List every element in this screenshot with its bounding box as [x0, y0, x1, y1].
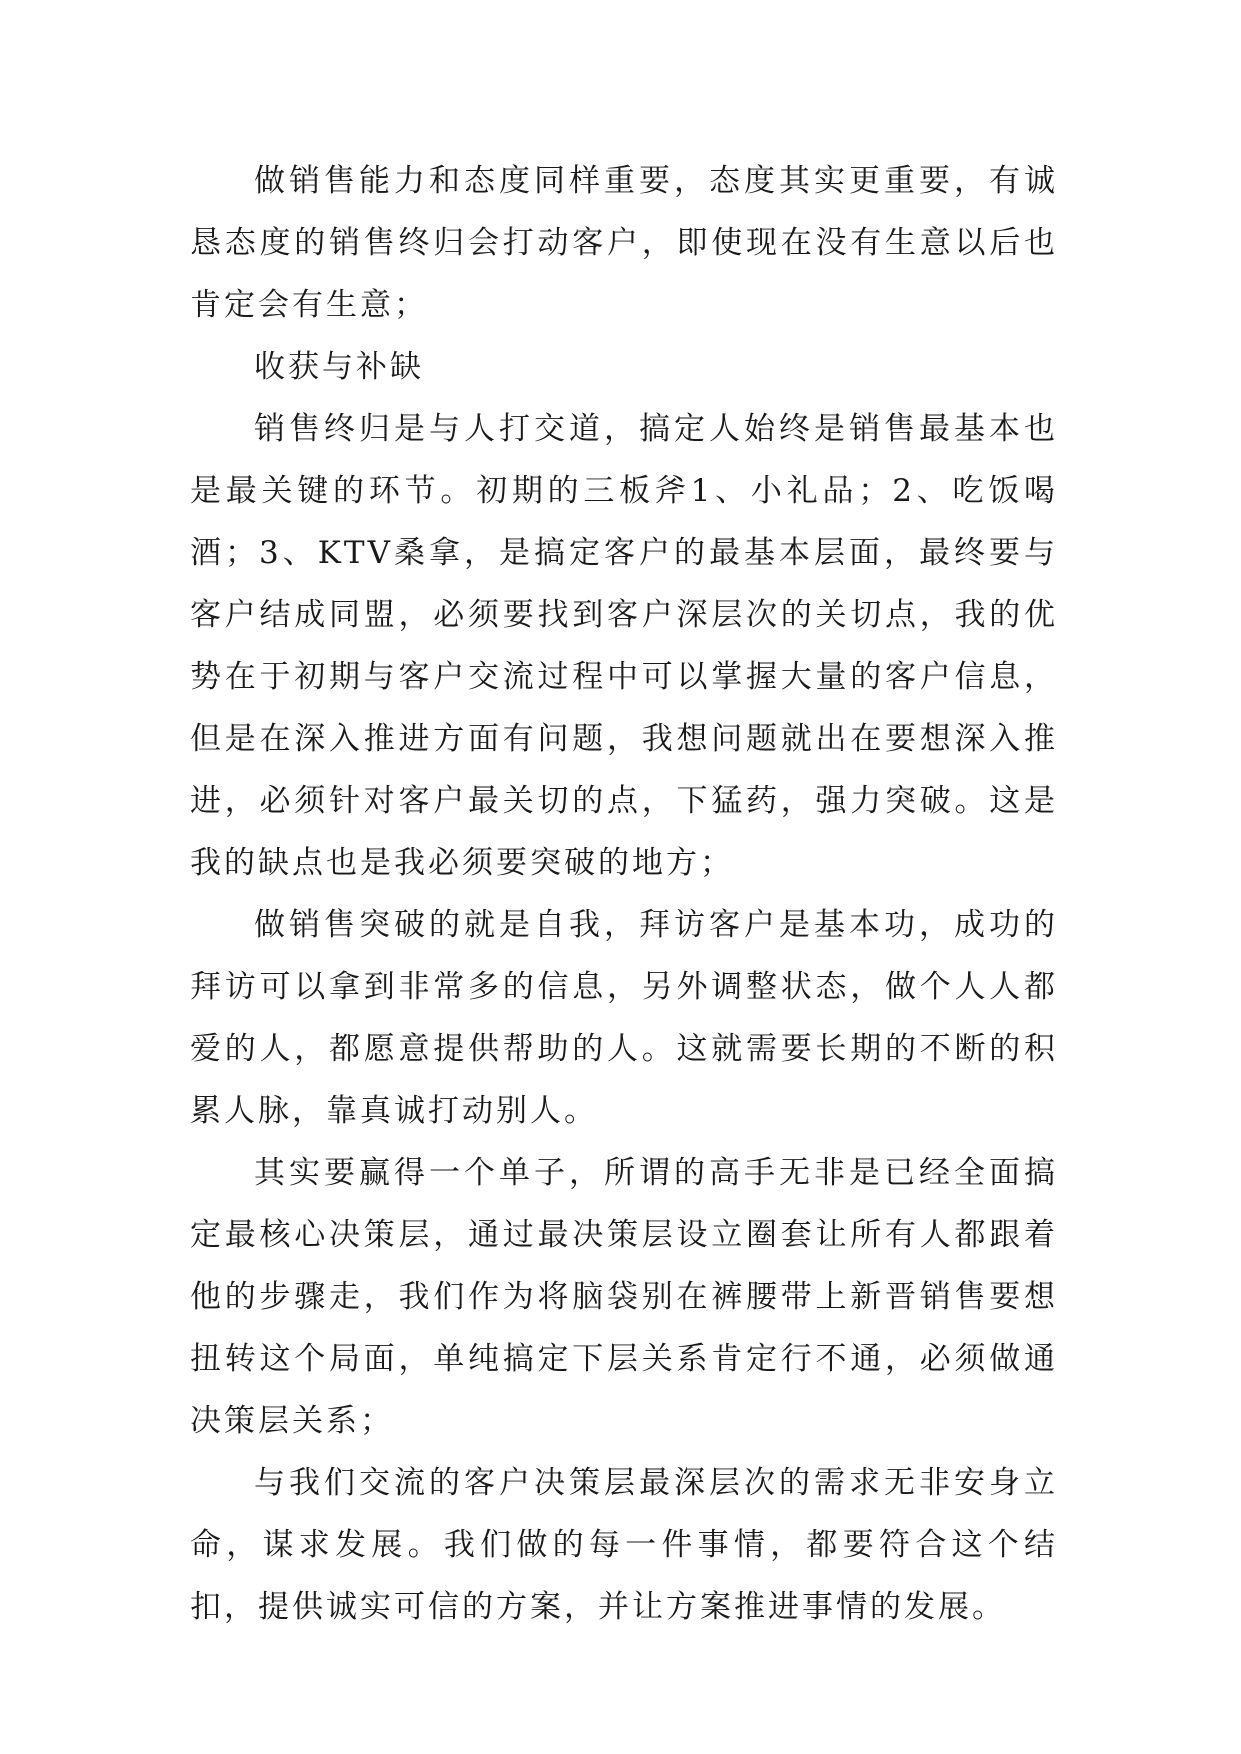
paragraph-dealing-with-people: 销售终归是与人打交道，搞定人始终是销售最基本也是最关键的环节。初期的三板斧1、小礼品；2、吃饭喝酒；3、KTV桑拿，是搞定客户的最基本层面，最终要与客户结成同盟，必须要找到客户深层次的关切点，我的优势在于初期与客户交流过程中可以掌握大量的客户信息，但是在深入推进方面有问题，我想问题就出在要想深入推进，必须针对客户最关切的点，下猛药，强力突破。这是我的缺点也是我必须要突破的地方； — [190, 411, 1058, 881]
paragraph-self-breakthrough: 做销售突破的就是自我，拜访客户是基本功，成功的拜访可以拿到非常多的信息，另外调整状态，做个人人都爱的人，都愿意提供帮助的人。这就需要长期的不断的积累人脉，靠真诚打动别人。 — [190, 907, 1058, 1129]
paragraph-winning-deals: 其实要赢得一个单子，所谓的高手无非是已经全面搞定最核心决策层，通过最决策层设立圈套让所有人都跟着他的步骤走，我们作为将脑袋别在裤腰带上新晋销售要想扭转这个局面，单纯搞定下层关系肯定行不通，必须做通决策层关系； — [190, 1155, 1058, 1439]
section-heading-gains: 收获与补缺 — [254, 349, 424, 385]
paragraph-decision-makers: 与我们交流的客户决策层最深层次的需求无非安身立命，谋求发展。我们做的每一件事情，都要符合这个结扣，提供诚实可信的方案，并让方案推进事情的发展。 — [190, 1465, 1058, 1625]
document-body — [190, 150, 1058, 1638]
paragraph-attitude: 做销售能力和态度同样重要，态度其实更重要，有诚恳态度的销售终归会打动客户，即使现在没有生意以后也肯定会有生意； — [190, 163, 1058, 323]
